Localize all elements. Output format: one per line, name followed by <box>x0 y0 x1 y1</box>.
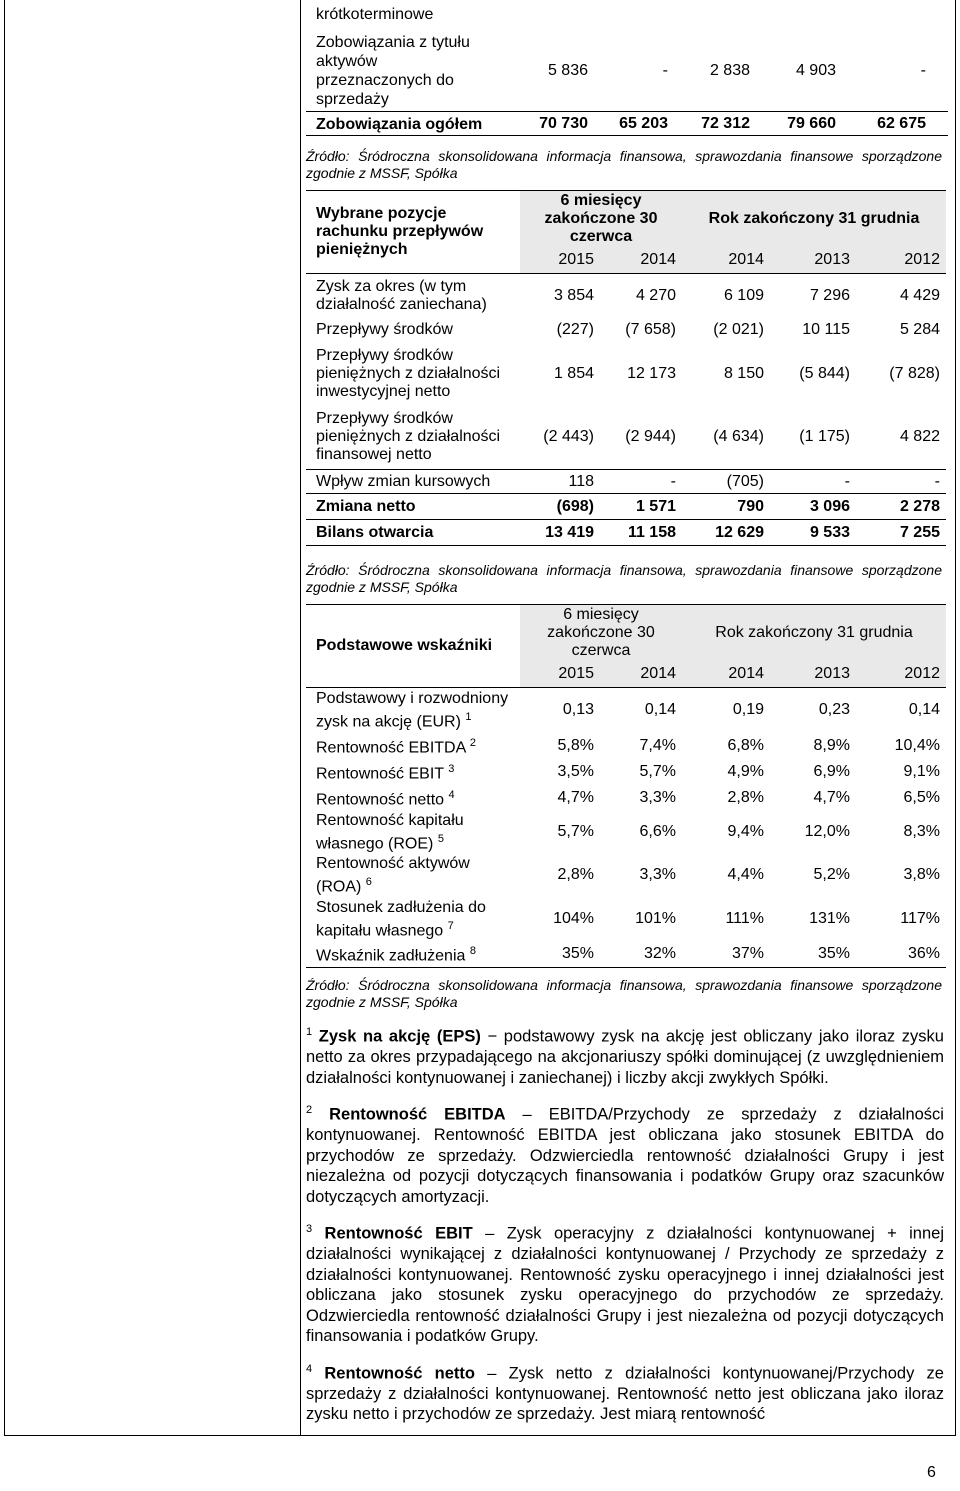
cell: 4 822 <box>899 428 940 446</box>
row-label: Zysk za okres (w tym działalność zaniechana) <box>316 277 487 313</box>
table-row <box>306 274 946 318</box>
cashflow-body <box>306 274 946 546</box>
year-cell: 2014 <box>682 247 770 273</box>
table-row <box>306 470 946 494</box>
row-label: sprzedaży <box>316 91 389 108</box>
cell: 5 284 <box>899 320 940 338</box>
cell: 4,7% <box>813 789 850 806</box>
cell: 6,8% <box>727 737 764 754</box>
cell: 4,7% <box>557 789 594 806</box>
cell: 3,8% <box>903 866 940 884</box>
cell: - <box>844 472 850 490</box>
cell: 4 429 <box>899 286 940 304</box>
table-row <box>306 318 946 342</box>
cell: 117% <box>900 910 940 928</box>
row-label: Przepływy środków pieniężnych z działalności inwestycyjnej netto <box>316 346 501 400</box>
cell: 0,13 <box>562 701 594 719</box>
table-row <box>306 853 946 897</box>
cell: 3,5% <box>557 763 594 780</box>
cell: 8,9% <box>813 737 850 754</box>
ratios-body <box>306 687 946 967</box>
divider <box>306 135 948 136</box>
row-label: Przepływy środków <box>316 320 453 338</box>
cell: 8 150 <box>723 364 764 382</box>
cell: (705) <box>726 472 764 490</box>
cell: 6 109 <box>723 286 764 304</box>
cell: 4,4% <box>727 866 764 884</box>
cell: 101% <box>635 910 676 928</box>
cell: 790 <box>737 497 764 515</box>
cell: 104% <box>553 910 594 928</box>
row-label: Zmiana netto <box>316 497 416 515</box>
footnotes <box>306 1022 944 1437</box>
row-label: Przepływy środków pieniężnych z działalności finansowej netto <box>316 410 501 464</box>
table-row <box>306 759 946 785</box>
cell: 70 730 <box>539 115 588 132</box>
cell: (227) <box>556 320 594 338</box>
cell: 11 158 <box>627 523 676 541</box>
row-label: Rentowność EBITDA $^2$ <box>316 737 476 757</box>
header-h1: 6 miesięcy zakończone 30 czerwca <box>520 605 682 662</box>
cell: 8,3% <box>903 823 940 841</box>
cell: (2 944) <box>625 428 676 446</box>
header-label: Podstawowe wskaźniki <box>316 636 493 654</box>
ratios-table <box>306 604 946 968</box>
cell: 6,5% <box>903 789 940 806</box>
source-note: Źródło: Śródroczna skonsolidowana informacja finansowa, sprawozdania finansowe sporządzone zgodnie z MSSF, Spółka <box>306 977 942 1010</box>
table-row <box>306 941 946 967</box>
cell: 9 533 <box>809 523 850 541</box>
cell: 1 571 <box>635 497 676 515</box>
cell: 2 838 <box>709 62 750 79</box>
cell: 10 115 <box>802 320 850 338</box>
cell: (2 443) <box>543 428 594 446</box>
year-cell: 2014 <box>682 661 770 687</box>
table-row <box>306 897 946 941</box>
cell: (1 175) <box>799 428 850 446</box>
cell: 2,8% <box>727 789 764 806</box>
table-row <box>306 811 946 853</box>
cell: 12 629 <box>715 523 764 541</box>
cell: 7 296 <box>809 286 850 304</box>
cell: 36% <box>907 945 940 963</box>
header-h1: 6 miesięcy zakończone 30 czerwca <box>520 191 682 248</box>
cell: 5,2% <box>813 866 850 884</box>
cell: 72 312 <box>701 115 750 132</box>
cell: - <box>920 62 926 79</box>
row-label: Podstawowy i rozwodniony zysk na akcję (EUR) $^1$ <box>316 690 509 731</box>
year-cell: 2013 <box>770 247 856 273</box>
table-row <box>306 687 946 733</box>
cell: 4,9% <box>727 763 764 780</box>
header-h2: Rok zakończony 31 grudnia <box>682 605 946 662</box>
footnote: $^4$ Rentowność netto – Zysk netto z działalności kontynuowanej/Przychody ze sprzedaży z działalności kontynuowanej. Rentowność netto jest obliczana jako iloraz zysku netto i przychodów ze sprzedaży. Jest miarą rentowność <box>306 1362 944 1423</box>
cell: 2 278 <box>899 497 940 515</box>
row-label: krótkoterminowe <box>316 6 434 23</box>
cell: 5,8% <box>557 737 594 754</box>
cell: 3 096 <box>809 497 850 515</box>
source-note: Źródło: Śródroczna skonsolidowana informacja finansowa, sprawozdania finansowe sporządzone zgodnie z MSSF, Spółka <box>306 562 942 595</box>
year-cell: 2015 <box>520 247 600 273</box>
row-label: Rentowność netto $^4$ <box>316 789 455 809</box>
cell: 5 836 <box>547 62 588 79</box>
cell: (2 021) <box>713 320 764 338</box>
cell: 35% <box>561 945 594 963</box>
row-label: Zobowiązania z tytułu <box>316 34 470 51</box>
cell: 3,3% <box>639 789 676 806</box>
cell: 7 255 <box>899 523 940 541</box>
cell: 118 <box>568 472 594 490</box>
row-label: aktywów <box>316 53 378 70</box>
column-divider <box>300 0 301 1436</box>
table-row <box>306 342 946 406</box>
year-cell: 2012 <box>856 661 946 687</box>
cell: (7 828) <box>889 364 940 382</box>
cell: 37% <box>731 945 764 963</box>
cell: 6,9% <box>813 763 850 780</box>
source-note: Źródło: Śródroczna skonsolidowana informacja finansowa, sprawozdania finansowe sporządzone zgodnie z MSSF, Spółka <box>306 148 942 181</box>
header-row <box>306 191 946 248</box>
footnote: $^3$ Rentowność EBIT – Zysk operacyjny z działalności kontynuowanej + innej działalności wynikającej z działalności kontynuowanej / Przychody ze sprzedaży z działalności kontynuowanej. Rentowność zysku operacyjnego i innej działalności jest obliczana jako stosunek zysku operacyjnego do przychodów ze sprzedaży. Odzwierciedla rentowność działalności Grupy i jest niezależna od pozycji dotyczących finansowania i podatków Grupy. <box>306 1223 944 1345</box>
cell: 7,4% <box>639 737 676 754</box>
cell: 4 270 <box>635 286 676 304</box>
row-label: Rentowność aktywów (ROA) $^6$ <box>316 855 470 896</box>
year-cell: 2015 <box>520 661 600 687</box>
footnote: $^1$ Zysk na akcję (EPS) − podstawowy zysk na akcję jest obliczany jako iloraz zysku netto za okres przypadającego na akcjonariuszy spółki dominującej (z uwzględnieniem działalności kontynuowanej i zaniechanej) i liczby akcji zwykłych Spółki. <box>306 1026 944 1087</box>
cell: 32% <box>643 945 676 963</box>
cell: 6,6% <box>639 823 676 841</box>
cell: 65 203 <box>619 115 668 132</box>
cell: 5,7% <box>557 823 594 841</box>
cell: - <box>662 62 668 79</box>
cell: (698) <box>556 497 594 515</box>
table-row <box>306 733 946 759</box>
row-label: Wpływ zmian kursowych <box>316 472 491 490</box>
cell: 62 675 <box>877 115 926 132</box>
cell: - <box>670 472 676 490</box>
page-number: 6 <box>927 1464 936 1481</box>
row-label: Rentowność kapitału własnego (ROE) $^5$ <box>316 812 464 853</box>
header-row <box>306 605 946 662</box>
cell: 79 660 <box>787 115 836 132</box>
divider <box>306 111 948 112</box>
cell: 3 854 <box>553 286 594 304</box>
cell: 35% <box>817 945 850 963</box>
cell: 4 903 <box>795 62 836 79</box>
cell: 12,0% <box>804 823 850 841</box>
cell: 111% <box>725 910 764 928</box>
table-row <box>306 406 946 470</box>
row-label: Bilans otwarcia <box>316 523 434 541</box>
cell: (5 844) <box>799 364 850 382</box>
cell: 13 419 <box>545 523 594 541</box>
year-cell: 2014 <box>600 247 682 273</box>
cell: 5,7% <box>639 763 676 780</box>
table-row <box>306 520 946 546</box>
row-label: Stosunek zadłużenia do kapitału własnego $^7$ <box>316 899 486 940</box>
cell: 12 173 <box>627 364 676 382</box>
cell: 0,14 <box>908 701 940 719</box>
cell: (4 634) <box>713 428 764 446</box>
year-cell: 2012 <box>856 247 946 273</box>
row-label: Wskaźnik zadłużenia $^8$ <box>316 945 476 965</box>
header-label: Wybrane pozycje rachunku przepływów pieniężnych <box>316 205 484 258</box>
cell: 1 854 <box>553 364 594 382</box>
cell: 131% <box>809 910 850 928</box>
row-label: przeznaczonych do <box>316 72 454 89</box>
year-cell: 2013 <box>770 661 856 687</box>
cell: 10,4% <box>894 737 940 754</box>
cell: 3,3% <box>639 866 676 884</box>
cell: 9,1% <box>903 763 940 780</box>
table-row <box>306 785 946 811</box>
cell: 0,14 <box>644 701 676 719</box>
cell: 0,19 <box>732 701 764 719</box>
table-row <box>306 494 946 520</box>
footnote: $^2$ Rentowność EBITDA – EBITDA/Przychody ze sprzedaży z działalności kontynuowanej. Rentowność EBITDA jest obliczana jako stosunek EBITDA do przychodów ze sprzedaży. Odzwierciedla rentowność działalności Grupy i jest niezależna od pozycji dotyczących finansowania i podatków Grupy oraz szacunków dotyczących amortyzacji. <box>306 1104 944 1206</box>
cell: 2,8% <box>557 866 594 884</box>
cell: 0,23 <box>818 701 850 719</box>
cell: 9,4% <box>727 823 764 841</box>
cashflow-table <box>306 190 946 546</box>
total-label: Zobowiązania ogółem <box>316 116 483 133</box>
cell: - <box>934 472 940 490</box>
cell: (7 658) <box>625 320 676 338</box>
year-cell: 2014 <box>600 661 682 687</box>
header-h2: Rok zakończony 31 grudnia <box>682 191 946 248</box>
row-label: Rentowność EBIT $^3$ <box>316 763 455 783</box>
